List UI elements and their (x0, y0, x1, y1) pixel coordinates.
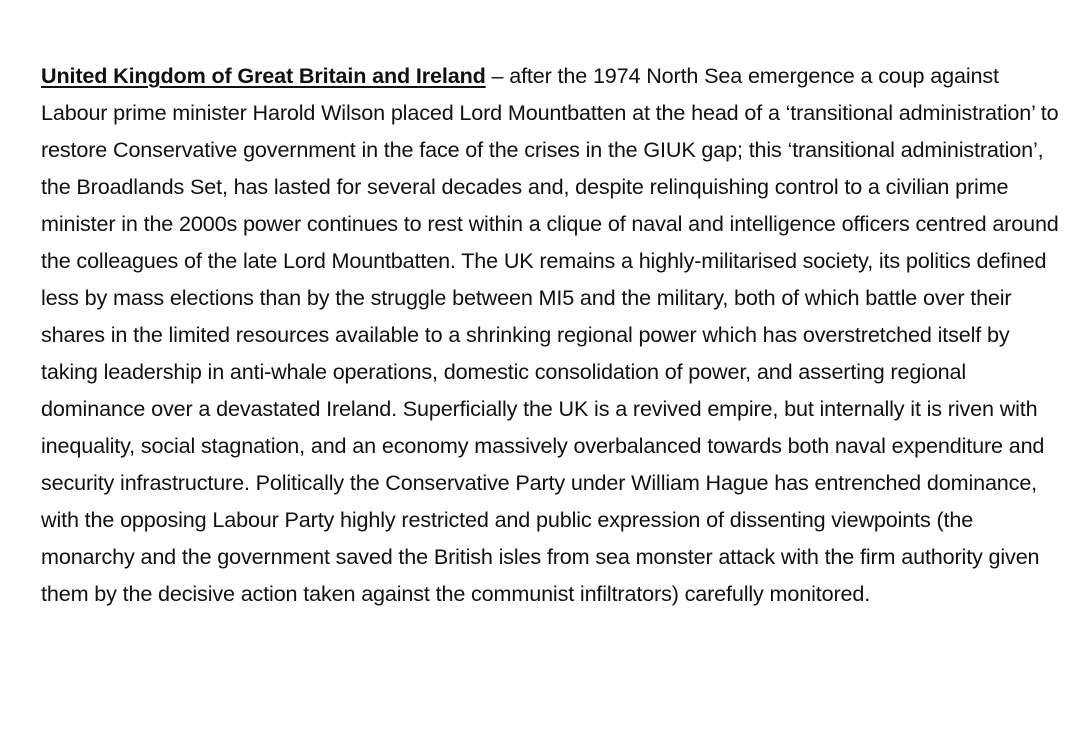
entry-paragraph (41, 57, 1061, 612)
entry-heading: United Kingdom of Great Britain and Ireland (41, 63, 486, 88)
document-page (41, 57, 1061, 612)
entry-body: – after the 1974 North Sea emergence a coup against Labour prime minister Harold Wilson placed Lord Mountbatten at the head of a ‘transitional administration’ to restore Conservative government in the face of the crises in the GIUK gap; this ‘transitional administration’, the Broadlands Set, has lasted for several decades and, despite relinquishing control to a civilian prime minister in the 2000s power continues to rest within a clique of naval and intelligence officers centred around the colleagues of the late Lord Mountbatten. The UK remains a highly-militarised society, its politics defined less by mass elections than by the struggle between MI5 and the military, both of which battle over their shares in the limited resources available to a shrinking regional power which has overstretched itself by taking leadership in anti-whale operations, domestic consolidation of power, and asserting regional dominance over a devastated Ireland. Superficially the UK is a revived empire, but internally it is riven with inequality, social stagnation, and an economy massively overbalanced towards both naval expenditure and security infrastructure. Politically the Conservative Party under William Hague has entrenched dominance, with the opposing Labour Party highly restricted and public expression of dissenting viewpoints (the monarchy and the government saved the British isles from sea monster attack with the firm authority given them by the decisive action taken against the communist infiltrators) carefully monitored. (41, 63, 1059, 606)
